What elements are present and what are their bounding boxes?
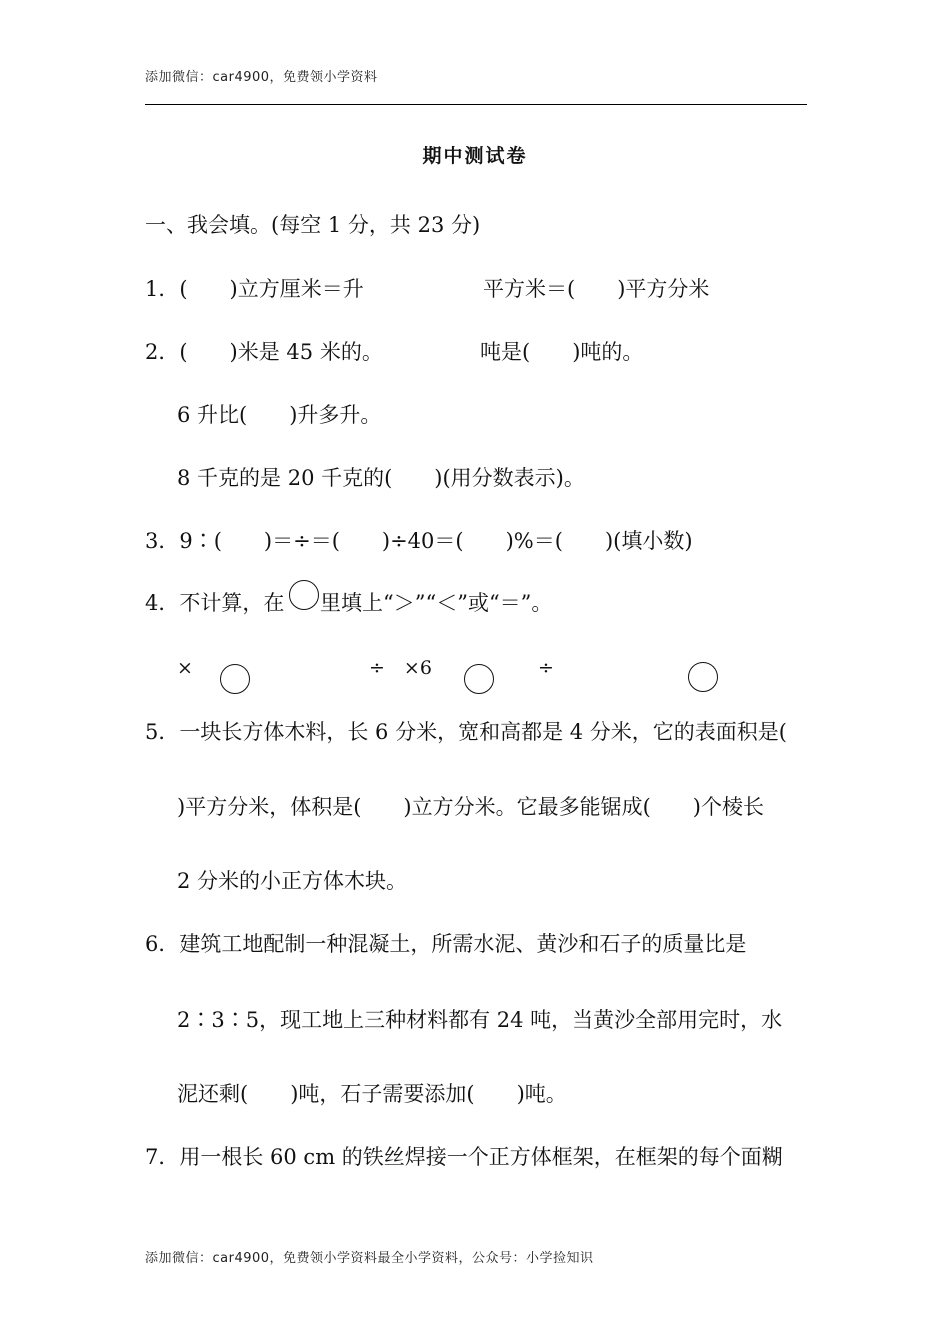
question-5-line-1: 5．一块长方体木料，长 6 分米，宽和高都是 4 分米，它的表面积是( [145,720,787,744]
compare-expression-1: × [177,657,193,679]
page-header: 添加微信：car4900，免费领小学资料 [145,70,378,85]
section-heading: 一、我会填。(每空 1 分，共 23 分) [145,213,481,237]
question-1-right: 平方米＝( )平方分米 [483,277,710,301]
question-4-text-b: 里填上“＞”“＜”或“＝”。 [320,591,553,615]
compare-expression-2: ÷ ×6 [369,657,432,679]
compare-circle-3[interactable] [688,662,718,692]
question-5-line-3: 2 分米的小正方体木块。 [177,869,408,893]
compare-expression-3: ÷ [538,657,554,679]
question-2-right: 吨是( )吨的。 [480,340,644,364]
question-6-line-3: 泥还剩( )吨，石子需要添加( )吨。 [177,1082,567,1106]
question-3: 3．9∶( )＝÷＝( )÷40＝( )%＝( )(填小数) [145,529,693,553]
question-6-line-1: 6．建筑工地配制一种混凝土，所需水泥、黄沙和石子的质量比是 [145,932,747,956]
question-2-line-2: 6 升比( )升多升。 [177,403,382,427]
page-title: 期中测试卷 [422,145,528,167]
question-2-left: 2．( )米是 45 米的。 [145,340,383,364]
page-footer: 添加微信：car4900，免费领小学资料最全小学资料，公众号：小学捡知识 [145,1251,594,1266]
header-divider [145,104,807,105]
compare-circle-2[interactable] [464,664,494,694]
question-1-left: 1．( )立方厘米＝升 [145,277,364,301]
question-6-line-2: 2∶3∶5，现工地上三种材料都有 24 吨，当黄沙全部用完时，水 [177,1008,783,1032]
question-5-line-2: )平方分米，体积是( )立方分米。它最多能锯成( )个棱长 [177,795,764,819]
question-2-line-3: 8 千克的是 20 千克的( )(用分数表示)。 [177,466,585,490]
question-4-text-a: 4．不计算，在 [145,591,285,615]
question-7-line-1: 7．用一根长 60 cm 的铁丝焊接一个正方体框架，在框架的每个面糊 [145,1145,783,1169]
compare-circle-example [289,580,319,610]
compare-circle-1[interactable] [220,664,250,694]
